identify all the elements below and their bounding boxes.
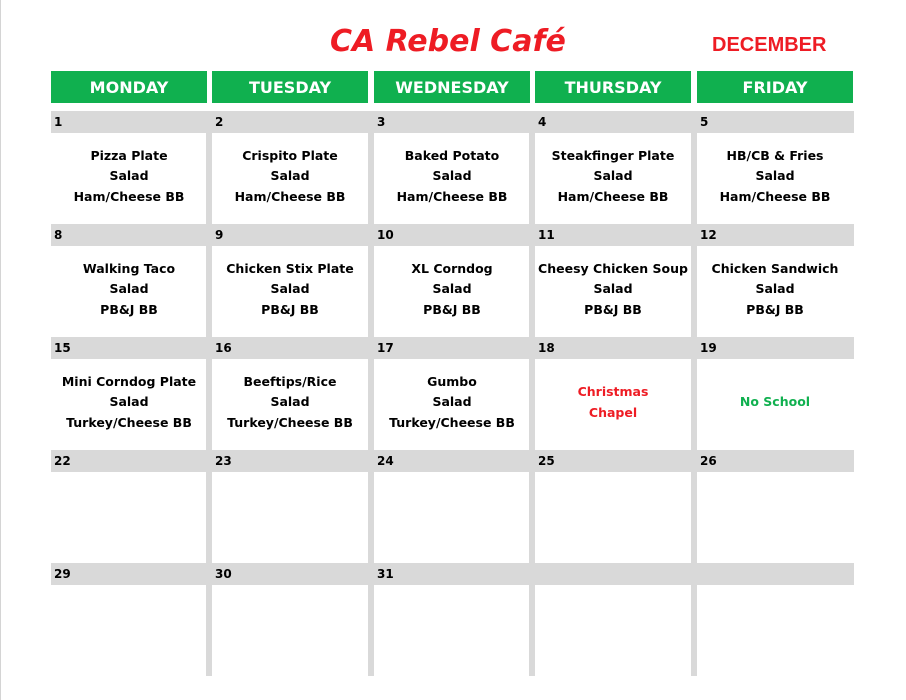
month-label: DECEMBER — [712, 34, 827, 56]
date-number: 10 — [377, 228, 394, 242]
date-number: 30 — [215, 567, 232, 581]
date-number: 2 — [215, 115, 224, 129]
day-header-tuesday: TUESDAY — [212, 71, 368, 103]
menu-item: PB&J BB — [261, 301, 319, 317]
menu-item: Salad — [593, 168, 633, 184]
menu-item: XL Corndog — [411, 260, 493, 276]
menu-item: Walking Taco — [82, 260, 176, 276]
date-number: 9 — [215, 228, 224, 242]
date-number: 1 — [54, 115, 63, 129]
menu-item: Salad — [593, 281, 633, 297]
menu-item: PB&J BB — [584, 301, 642, 317]
menu-item: Salad — [270, 168, 310, 184]
date-number: 24 — [377, 454, 394, 468]
menu-item: Ham/Cheese BB — [557, 188, 669, 204]
week-date-bar — [51, 111, 854, 133]
menu-item: Pizza Plate — [90, 147, 168, 163]
menu-cell — [697, 392, 853, 413]
menu-cell — [212, 259, 368, 321]
menu-item: Crispito Plate — [242, 147, 338, 163]
menu-item: Beeftips/Rice — [243, 373, 337, 389]
menu-cell — [374, 372, 530, 434]
cafe-title: CA Rebel Café — [330, 24, 566, 59]
date-number: 18 — [538, 341, 555, 355]
date-number: 12 — [700, 228, 717, 242]
menu-item: Ham/Cheese BB — [396, 188, 508, 204]
menu-cell — [212, 146, 368, 208]
menu-item: PB&J BB — [746, 301, 804, 317]
menu-item: Mini Corndog Plate — [61, 373, 197, 389]
menu-cell — [51, 372, 207, 434]
date-number: 23 — [215, 454, 232, 468]
menu-cell — [535, 146, 691, 208]
column-divider — [206, 585, 212, 676]
menu-item: Cheesy Chicken Soup — [538, 260, 688, 276]
menu-item: Chicken Stix Plate — [226, 260, 354, 276]
week-date-bar — [51, 337, 854, 359]
menu-item: Chapel — [588, 404, 638, 420]
date-number: 8 — [54, 228, 63, 242]
menu-item: Chicken Sandwich — [711, 260, 839, 276]
date-number: 15 — [54, 341, 71, 355]
column-divider — [206, 472, 212, 563]
menu-cell — [535, 382, 691, 423]
menu-cell — [374, 146, 530, 208]
menu-cell — [374, 259, 530, 321]
date-number: 29 — [54, 567, 71, 581]
menu-item: No School — [739, 394, 811, 410]
menu-cell — [697, 259, 853, 321]
menu-item: Christmas — [577, 384, 649, 399]
menu-item: PB&J BB — [423, 301, 481, 317]
menu-cell — [212, 372, 368, 434]
column-divider — [529, 585, 535, 676]
menu-item: Ham/Cheese BB — [73, 188, 185, 204]
menu-item: Gumbo — [427, 373, 477, 389]
menu-item: Salad — [270, 394, 310, 410]
menu-item: Salad — [432, 281, 472, 297]
week-date-bar — [51, 224, 854, 246]
date-number: 5 — [700, 115, 709, 129]
menu-item: Salad — [755, 281, 795, 297]
menu-item: Salad — [109, 394, 149, 410]
menu-item: PB&J BB — [100, 301, 158, 317]
date-number: 22 — [54, 454, 71, 468]
date-number: 16 — [215, 341, 232, 355]
menu-cell — [51, 259, 207, 321]
menu-item: Salad — [432, 168, 472, 184]
menu-item: Salad — [109, 281, 149, 297]
menu-cell — [51, 146, 207, 208]
menu-item: Turkey/Cheese BB — [227, 414, 353, 430]
date-number: 25 — [538, 454, 555, 468]
date-number: 31 — [377, 567, 394, 581]
column-divider — [368, 585, 374, 676]
menu-item: Turkey/Cheese BB — [389, 414, 515, 430]
day-header-monday: MONDAY — [51, 71, 207, 103]
column-divider — [529, 472, 535, 563]
menu-item: Baked Potato — [404, 147, 500, 163]
column-divider — [691, 472, 697, 563]
menu-cell — [697, 146, 853, 208]
day-header-thursday: THURSDAY — [535, 71, 691, 103]
menu-item: Salad — [755, 168, 795, 184]
menu-item: Salad — [432, 394, 472, 410]
left-border — [0, 0, 1, 700]
column-divider — [691, 585, 697, 676]
menu-item: Steakfinger Plate — [551, 147, 675, 163]
date-number: 11 — [538, 228, 555, 242]
menu-cell — [535, 259, 691, 321]
date-number: 26 — [700, 454, 717, 468]
date-number: 17 — [377, 341, 394, 355]
menu-item: Salad — [270, 281, 310, 297]
date-number: 19 — [700, 341, 717, 355]
menu-item: HB/CB & Fries — [726, 147, 824, 163]
week-date-bar — [51, 450, 854, 472]
date-number: 4 — [538, 115, 547, 129]
menu-item: Salad — [109, 168, 149, 184]
column-divider — [368, 472, 374, 563]
date-number: 3 — [377, 115, 386, 129]
day-header-wednesday: WEDNESDAY — [374, 71, 530, 103]
menu-item: Ham/Cheese BB — [234, 188, 346, 204]
menu-item: Turkey/Cheese BB — [66, 414, 192, 430]
week-date-bar — [51, 563, 854, 585]
menu-item: Ham/Cheese BB — [719, 188, 831, 204]
day-header-friday: FRIDAY — [697, 71, 853, 103]
